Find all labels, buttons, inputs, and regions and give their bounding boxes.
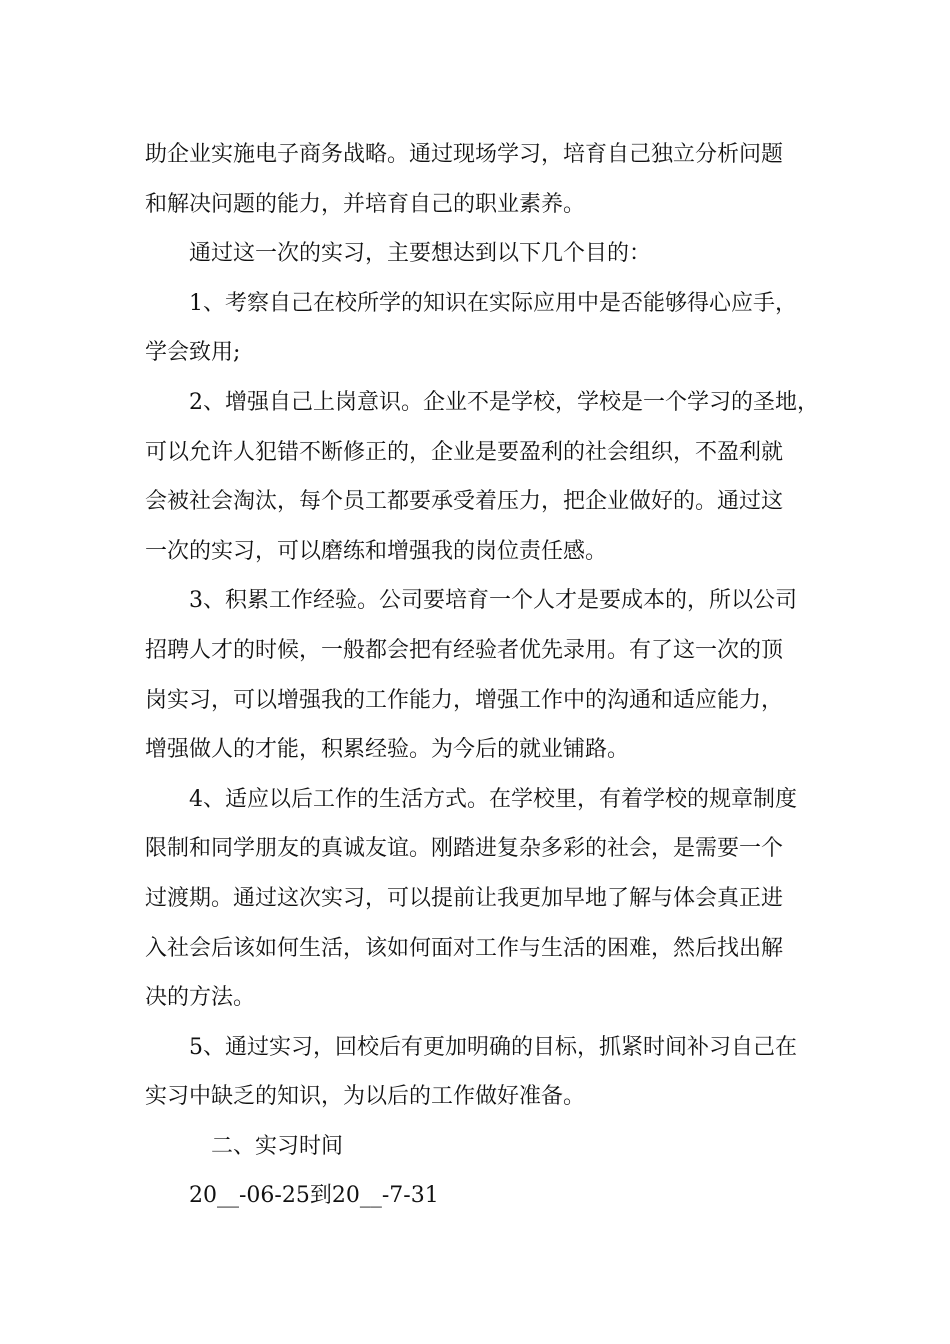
list-item-4-line: 过渡期。通过这次实习，可以提前让我更加早地了解与体会真正进 (145, 885, 784, 911)
list-item-3-line: 招聘人才的时候，一般都会把有经验者优先录用。有了这一次的顶 (145, 637, 784, 663)
list-item-3-line: 3、积累工作经验。公司要培育一个人才是要成本的，所以公司 (189, 588, 797, 614)
list-item-5-line: 实习中缺乏的知识，为以后的工作做好准备。 (145, 1084, 586, 1110)
section-heading-internship-time: 二、实习时间 (211, 1133, 344, 1159)
list-item-4-line: 限制和同学朋友的真诚友谊。刚踏进复杂多彩的社会，是需要一个 (145, 836, 784, 862)
paragraph-line: 和解决问题的能力，并培育自己的职业素养。 (145, 191, 586, 217)
internship-date-range: 20__-06-25到20__-7-31 (189, 1183, 439, 1209)
list-item-3-line: 增强做人的才能，积累经验。为今后的就业铺路。 (145, 737, 630, 763)
list-item-2-line: 2、增强自己上岗意识。企业不是学校，学校是一个学习的圣地， (189, 389, 819, 415)
list-item-3-line: 岗实习，可以增强我的工作能力，增强工作中的沟通和适应能力， (145, 687, 784, 713)
list-item-2-line: 一次的实习，可以磨练和增强我的岗位责任感。 (145, 538, 608, 564)
list-item-1-line: 学会致用; (145, 340, 241, 366)
list-item-4-line: 决的方法。 (145, 985, 256, 1011)
list-item-4-line: 4、适应以后工作的生活方式。在学校里，有着学校的规章制度 (189, 786, 797, 812)
paragraph-line: 助企业实施电子商务战略。通过现场学习，培育自己独立分析问题 (145, 142, 784, 167)
paragraph-line: 通过这一次的实习，主要想达到以下几个目的： (189, 241, 652, 267)
list-item-2-line: 会被社会淘汰，每个员工都要承受着压力，把企业做好的。通过这 (145, 489, 784, 515)
document-body (145, 130, 819, 1221)
list-item-5-line: 5、通过实习，回校后有更加明确的目标，抓紧时间补习自己在 (189, 1034, 797, 1060)
list-item-1-line: 1、考察自己在校所学的知识在实际应用中是否能够得心应手， (189, 290, 797, 316)
list-item-2-line: 可以允许人犯错不断修正的，企业是要盈利的社会组织，不盈利就 (145, 439, 784, 465)
list-item-4-line: 入社会后该如何生活，该如何面对工作与生活的困难，然后找出解 (145, 935, 784, 961)
